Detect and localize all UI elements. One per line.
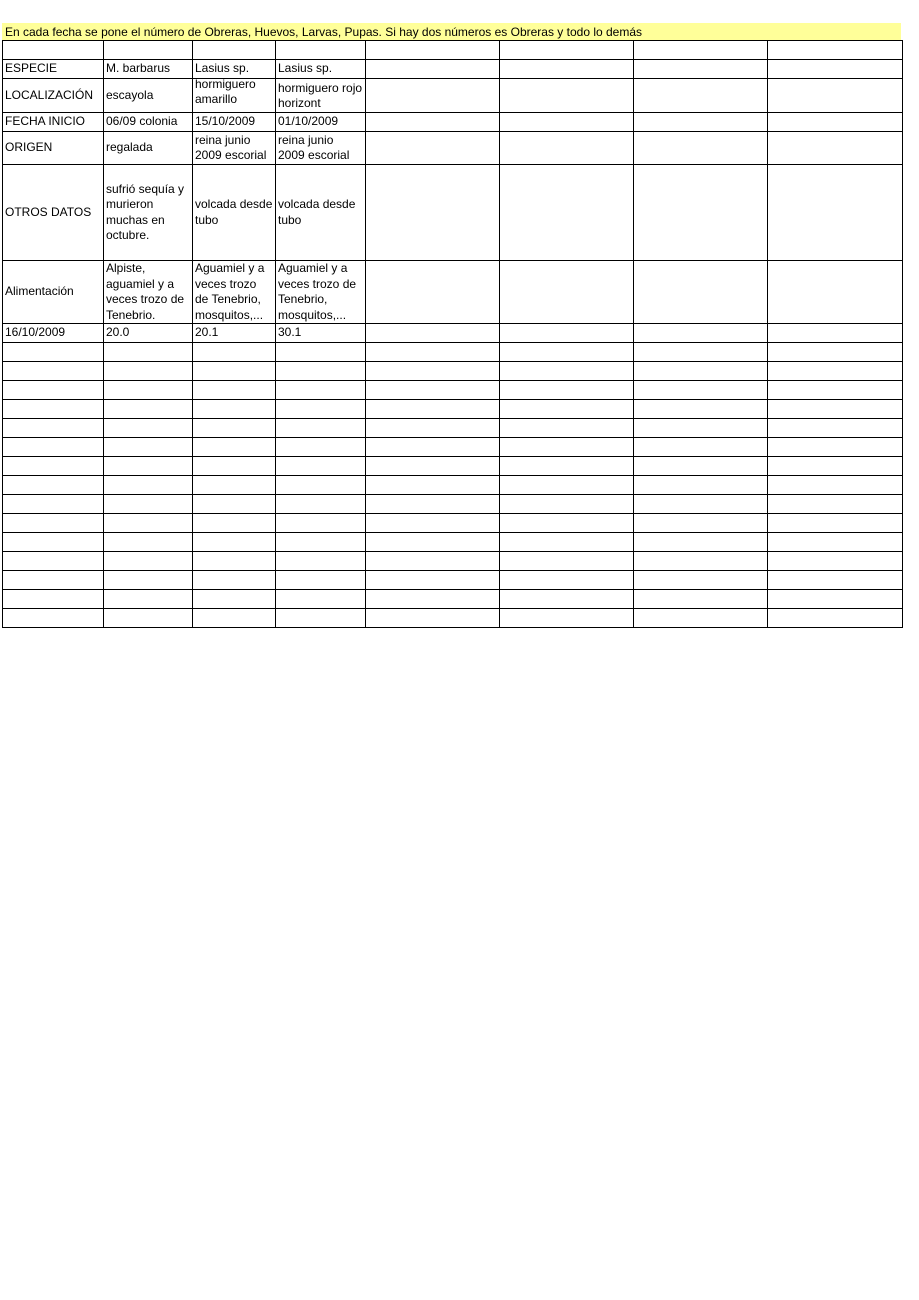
cell[interactable] <box>768 590 903 609</box>
cell[interactable] <box>768 400 903 419</box>
cell[interactable] <box>276 533 366 552</box>
cell[interactable] <box>768 41 903 60</box>
cell-origen-3[interactable]: reina junio 2009 escorial <box>276 132 366 165</box>
cell[interactable] <box>276 457 366 476</box>
table-row-fecha1 <box>3 324 903 343</box>
cell[interactable] <box>104 457 193 476</box>
cell[interactable] <box>634 343 768 362</box>
cell[interactable] <box>500 381 634 400</box>
cell-fecha-inicio-2[interactable]: 15/10/2009 <box>193 113 276 132</box>
cell[interactable] <box>366 362 500 381</box>
cell[interactable] <box>500 590 634 609</box>
cell-otros-datos-2[interactable]: volcada desde tubo <box>193 165 276 261</box>
cell[interactable] <box>276 476 366 495</box>
cell[interactable] <box>634 113 768 132</box>
empty-rows <box>3 343 903 628</box>
cell[interactable] <box>276 41 366 60</box>
cell[interactable] <box>500 41 634 60</box>
cell[interactable] <box>500 113 634 132</box>
cell[interactable] <box>104 476 193 495</box>
table-row <box>3 419 903 438</box>
cell[interactable] <box>104 609 193 628</box>
table-row-origen <box>3 132 903 165</box>
cell[interactable] <box>366 438 500 457</box>
cell[interactable] <box>193 571 276 590</box>
cell-origen-2[interactable]: reina junio 2009 escorial <box>193 132 276 165</box>
cell[interactable] <box>104 438 193 457</box>
cell[interactable] <box>366 514 500 533</box>
cell[interactable] <box>3 381 104 400</box>
cell[interactable] <box>3 476 104 495</box>
cell[interactable] <box>634 495 768 514</box>
cell[interactable] <box>366 609 500 628</box>
cell[interactable] <box>768 362 903 381</box>
cell[interactable] <box>3 514 104 533</box>
cell[interactable] <box>366 381 500 400</box>
cell[interactable] <box>634 41 768 60</box>
cell[interactable] <box>193 476 276 495</box>
cell[interactable] <box>634 419 768 438</box>
table-row <box>3 609 903 628</box>
cell[interactable] <box>276 571 366 590</box>
cell[interactable] <box>276 495 366 514</box>
row-label-otros-datos[interactable]: OTROS DATOS <box>3 165 104 261</box>
table-row-especie <box>3 60 903 79</box>
row-label-localizacion[interactable]: LOCALIZACIÓN <box>3 79 104 113</box>
table-row <box>3 400 903 419</box>
cell[interactable] <box>500 400 634 419</box>
cell[interactable] <box>634 533 768 552</box>
cell[interactable] <box>768 113 903 132</box>
table-row-fecha-inicio <box>3 113 903 132</box>
cell[interactable] <box>366 571 500 590</box>
cell[interactable] <box>366 590 500 609</box>
cell[interactable] <box>193 514 276 533</box>
cell[interactable] <box>276 552 366 571</box>
cell[interactable] <box>104 362 193 381</box>
cell[interactable] <box>768 533 903 552</box>
table-row <box>3 476 903 495</box>
cell-especie-3[interactable]: Lasius sp. <box>276 60 366 79</box>
cell[interactable] <box>3 362 104 381</box>
table-row <box>3 590 903 609</box>
table-row <box>3 571 903 590</box>
cell[interactable] <box>276 362 366 381</box>
cell-localizacion-2[interactable] <box>193 79 276 113</box>
cell[interactable] <box>500 165 634 261</box>
cell[interactable] <box>276 381 366 400</box>
cell[interactable] <box>276 438 366 457</box>
cell[interactable] <box>104 590 193 609</box>
cell-especie-1[interactable]: M. barbarus <box>104 60 193 79</box>
cell[interactable] <box>104 571 193 590</box>
cell[interactable] <box>104 419 193 438</box>
cell[interactable] <box>3 495 104 514</box>
cell[interactable] <box>634 476 768 495</box>
cell[interactable] <box>500 609 634 628</box>
cell[interactable] <box>3 552 104 571</box>
cell[interactable] <box>366 419 500 438</box>
cell[interactable] <box>193 495 276 514</box>
cell[interactable] <box>634 79 768 113</box>
colony-table <box>2 40 903 628</box>
cell[interactable] <box>104 533 193 552</box>
cell[interactable] <box>193 343 276 362</box>
cell[interactable] <box>366 60 500 79</box>
cell[interactable] <box>768 457 903 476</box>
row-label-origen[interactable]: ORIGEN <box>3 132 104 165</box>
cell[interactable] <box>634 381 768 400</box>
cell-alimentacion-1[interactable]: Alpiste, aguamiel y a veces trozo de Tenebrio. <box>104 261 193 324</box>
cell[interactable] <box>104 514 193 533</box>
cell[interactable] <box>193 552 276 571</box>
cell-alimentacion-2[interactable]: Aguamiel y a veces trozo de Tenebrio, mosquitos,... <box>193 261 276 324</box>
cell[interactable] <box>366 113 500 132</box>
cell[interactable] <box>366 476 500 495</box>
table-row <box>3 438 903 457</box>
cell[interactable] <box>768 438 903 457</box>
cell[interactable] <box>366 261 500 324</box>
cell-otros-datos-3[interactable]: volcada desde tubo <box>276 165 366 261</box>
cell[interactable] <box>768 343 903 362</box>
cell[interactable] <box>3 609 104 628</box>
cell-fecha-inicio-3[interactable]: 01/10/2009 <box>276 113 366 132</box>
cell[interactable] <box>193 362 276 381</box>
cell[interactable] <box>768 79 903 113</box>
cell[interactable] <box>3 41 104 60</box>
cell-especie-2[interactable]: Lasius sp. <box>193 60 276 79</box>
cell-fecha-inicio-1[interactable]: 06/09 colonia <box>104 113 193 132</box>
cell[interactable] <box>500 552 634 571</box>
cell[interactable] <box>193 438 276 457</box>
cell[interactable] <box>193 419 276 438</box>
table-row-otros-datos <box>3 165 903 261</box>
cell[interactable] <box>104 381 193 400</box>
cell[interactable] <box>768 609 903 628</box>
cell[interactable] <box>768 514 903 533</box>
cell[interactable] <box>193 381 276 400</box>
cell-alimentacion-3[interactable]: Aguamiel y a veces trozo de Tenebrio, mosquitos,... <box>276 261 366 324</box>
cell[interactable] <box>193 590 276 609</box>
row-label-alimentacion[interactable]: Alimentación <box>3 261 104 324</box>
table-row-alimentacion <box>3 261 903 324</box>
cell-otros-datos-1[interactable]: sufrió sequía y murieron muchas en octubre. <box>104 165 193 261</box>
cell[interactable] <box>500 60 634 79</box>
cell[interactable] <box>634 324 768 343</box>
cell[interactable] <box>768 476 903 495</box>
cell[interactable] <box>500 438 634 457</box>
cell[interactable] <box>276 590 366 609</box>
cell[interactable] <box>3 400 104 419</box>
cell[interactable] <box>634 552 768 571</box>
cell[interactable] <box>768 165 903 261</box>
cell[interactable] <box>500 419 634 438</box>
cell[interactable] <box>768 132 903 165</box>
cell[interactable] <box>3 457 104 476</box>
cell[interactable] <box>104 400 193 419</box>
row-label-fecha1[interactable]: 16/10/2009 <box>3 324 104 343</box>
table-row <box>3 495 903 514</box>
cell[interactable] <box>366 400 500 419</box>
cell[interactable] <box>3 438 104 457</box>
cell[interactable] <box>634 261 768 324</box>
cell[interactable] <box>3 590 104 609</box>
cell[interactable] <box>634 165 768 261</box>
cell[interactable] <box>193 609 276 628</box>
table-row <box>3 457 903 476</box>
cell[interactable] <box>500 261 634 324</box>
cell[interactable] <box>768 261 903 324</box>
cell[interactable] <box>500 362 634 381</box>
cell[interactable] <box>276 343 366 362</box>
cell[interactable] <box>3 419 104 438</box>
cell[interactable] <box>634 514 768 533</box>
cell[interactable] <box>768 381 903 400</box>
cell[interactable] <box>768 571 903 590</box>
cell[interactable] <box>193 533 276 552</box>
cell[interactable] <box>634 571 768 590</box>
table-row <box>3 41 903 60</box>
cell[interactable] <box>3 343 104 362</box>
cell[interactable] <box>500 343 634 362</box>
cell[interactable] <box>276 609 366 628</box>
cell-localizacion-3-text: hormiguero rojo horizont <box>278 80 363 110</box>
table-row <box>3 381 903 400</box>
cell[interactable] <box>193 41 276 60</box>
cell[interactable] <box>193 457 276 476</box>
cell-localizacion-1[interactable]: escayola <box>104 79 193 113</box>
cell-origen-1[interactable]: regalada <box>104 132 193 165</box>
cell[interactable] <box>500 79 634 113</box>
cell[interactable] <box>634 438 768 457</box>
cell[interactable] <box>276 400 366 419</box>
cell[interactable] <box>104 552 193 571</box>
table-row <box>3 514 903 533</box>
cell[interactable] <box>768 60 903 79</box>
cell[interactable] <box>500 132 634 165</box>
cell[interactable] <box>768 324 903 343</box>
cell[interactable] <box>366 132 500 165</box>
cell[interactable] <box>500 571 634 590</box>
cell-fecha1-3[interactable]: 30.1 <box>276 324 366 343</box>
cell[interactable] <box>104 343 193 362</box>
cell[interactable] <box>366 324 500 343</box>
cell[interactable] <box>3 571 104 590</box>
cell[interactable] <box>768 552 903 571</box>
cell[interactable] <box>634 400 768 419</box>
row-label-fecha-inicio[interactable]: FECHA INICIO <box>3 113 104 132</box>
cell[interactable] <box>634 590 768 609</box>
cell[interactable] <box>366 165 500 261</box>
cell[interactable] <box>276 514 366 533</box>
cell-fecha1-1[interactable]: 20.0 <box>104 324 193 343</box>
cell[interactable] <box>500 495 634 514</box>
cell[interactable] <box>634 457 768 476</box>
cell[interactable] <box>634 362 768 381</box>
cell[interactable] <box>768 419 903 438</box>
cell[interactable] <box>634 132 768 165</box>
cell[interactable] <box>193 400 276 419</box>
cell[interactable] <box>634 609 768 628</box>
cell[interactable] <box>366 41 500 60</box>
cell[interactable] <box>104 41 193 60</box>
cell[interactable] <box>500 476 634 495</box>
cell[interactable] <box>366 79 500 113</box>
table-row-localizacion <box>3 79 903 113</box>
row-label-especie[interactable]: ESPECIE <box>3 60 104 79</box>
cell[interactable] <box>366 495 500 514</box>
instructions-banner: En cada fecha se pone el número de Obreras, Huevos, Larvas, Pupas. Si hay dos números es Obreras y todo lo demás <box>2 23 901 40</box>
table-row <box>3 533 903 552</box>
cell[interactable] <box>276 419 366 438</box>
table-row <box>3 343 903 362</box>
cell-localizacion-3[interactable] <box>276 79 366 113</box>
table-row <box>3 552 903 571</box>
cell[interactable] <box>634 60 768 79</box>
cell[interactable] <box>366 343 500 362</box>
cell[interactable] <box>500 514 634 533</box>
cell[interactable] <box>3 533 104 552</box>
cell[interactable] <box>500 533 634 552</box>
cell[interactable] <box>366 552 500 571</box>
cell[interactable] <box>366 533 500 552</box>
cell[interactable] <box>500 324 634 343</box>
cell[interactable] <box>104 495 193 514</box>
cell[interactable] <box>500 457 634 476</box>
table-row <box>3 362 903 381</box>
cell[interactable] <box>366 457 500 476</box>
cell-fecha1-2[interactable]: 20.1 <box>193 324 276 343</box>
cell-localizacion-2-text: hormiguero amarillo <box>195 78 256 106</box>
cell[interactable] <box>768 495 903 514</box>
